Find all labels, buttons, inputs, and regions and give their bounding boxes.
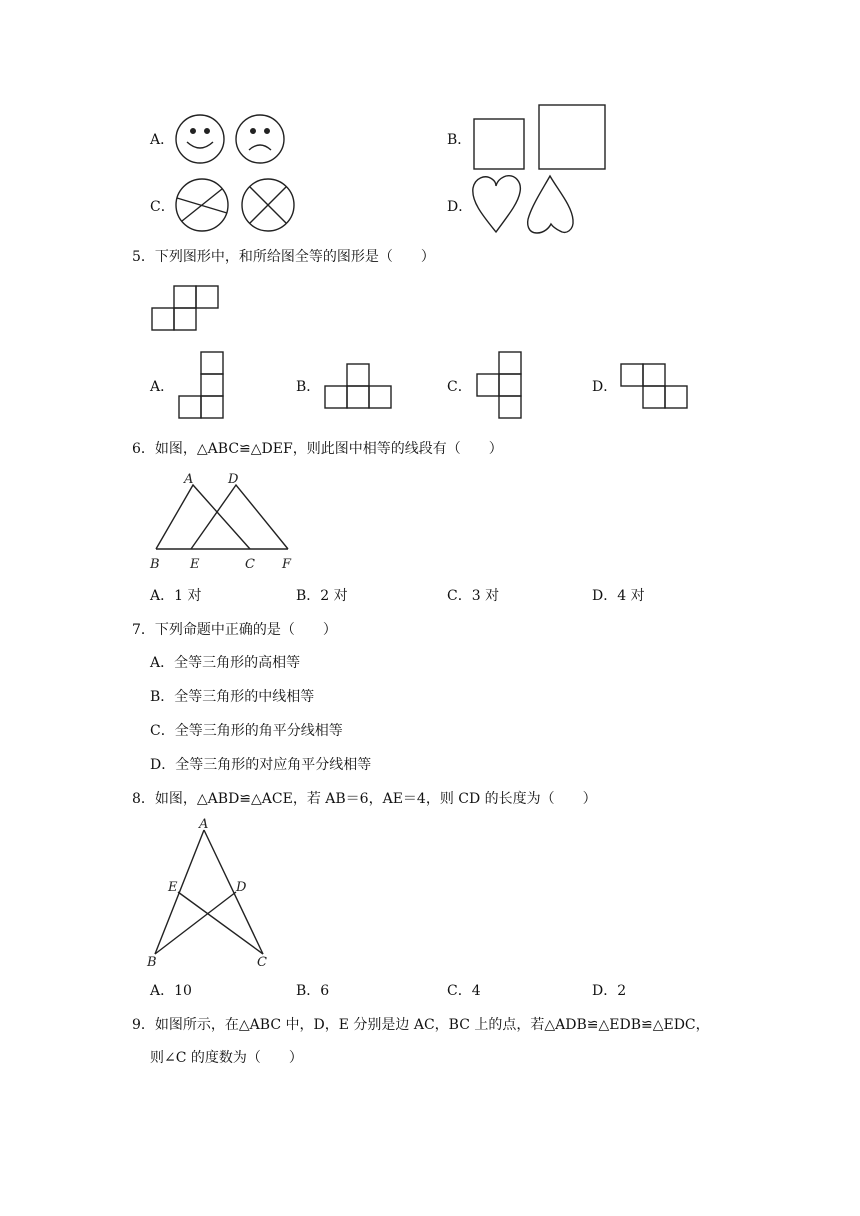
q6-option-d: D．4 对 <box>592 588 645 604</box>
q7-option-b: B．全等三角形的中线相等 <box>150 689 315 705</box>
crossed-circle-left <box>176 179 228 231</box>
inverted-heart-icon <box>528 176 573 233</box>
q5-option-b-label: B． <box>296 379 321 395</box>
q8-point-e: E <box>168 880 178 895</box>
q8-triangle-figure <box>143 816 278 974</box>
q6-point-e: E <box>190 557 200 572</box>
large-square <box>539 105 605 169</box>
q5-option-a-label: A． <box>150 379 175 395</box>
heart-icon <box>473 176 521 232</box>
q5-given-figure <box>150 284 225 332</box>
q6-point-f: F <box>282 557 292 572</box>
q9-stem-line2: 则∠C 的度数为（ ） <box>150 1050 303 1066</box>
q5-option-d-figure <box>618 362 692 412</box>
q6-point-c: C <box>245 557 255 572</box>
sad-face-icon <box>236 115 284 163</box>
q4-option-c-label: C． <box>150 199 175 215</box>
q6-option-c: C．3 对 <box>447 588 500 604</box>
q4-option-a-label: A． <box>150 132 175 148</box>
q8-point-d: D <box>236 880 247 895</box>
q7-option-d: D．全等三角形的对应角平分线相等 <box>150 757 372 773</box>
q8-point-a: A <box>199 817 209 832</box>
smiley-face-icon <box>176 115 224 163</box>
q8-stem: 8．如图，△ABD≌△ACE，若 AB＝6，AE＝4，则 CD 的长度为（ ） <box>132 791 597 807</box>
q4-option-d-label: D． <box>447 199 473 215</box>
q9-stem-line1: 9．如图所示，在△ABC 中，D，E 分别是边 AC，BC 上的点，若△ADB≌△EDB≌△EDC， <box>132 1017 710 1033</box>
q6-point-d: D <box>228 472 239 487</box>
q4-option-b-label: B． <box>447 132 472 148</box>
q5-stem: 5．下列图形中，和所给图全等的图形是（ ） <box>132 249 435 265</box>
crossed-circle-right <box>242 179 294 231</box>
q5-option-a-figure <box>176 350 228 422</box>
q7-option-a: A．全等三角形的高相等 <box>150 655 301 671</box>
q4-option-d-figure <box>470 172 580 238</box>
q5-option-c-figure <box>474 350 526 424</box>
q6-option-a: A．1 对 <box>150 588 202 604</box>
q6-triangle-figure <box>148 470 298 575</box>
q5-option-b-figure <box>322 362 396 412</box>
q8-option-d: D．2 <box>592 983 627 999</box>
q6-point-a: A <box>184 472 194 487</box>
small-square <box>474 119 524 169</box>
q7-stem: 7．下列命题中正确的是（ ） <box>132 622 337 638</box>
q6-point-b: B <box>150 557 160 572</box>
q4-option-b-figure <box>473 104 613 174</box>
q8-point-b: B <box>147 955 157 970</box>
q8-point-c: C <box>257 955 267 970</box>
q8-option-c: C．4 <box>447 983 481 999</box>
q6-stem: 6．如图，△ABC≌△DEF，则此图中相等的线段有（ ） <box>132 441 503 457</box>
q5-option-c-label: C． <box>447 379 472 395</box>
q7-option-c: C．全等三角形的角平分线相等 <box>150 723 343 739</box>
q6-option-b: B．2 对 <box>296 588 348 604</box>
q8-option-b: B．6 <box>296 983 330 999</box>
q4-option-c-figure <box>174 178 299 234</box>
q8-option-a: A．10 <box>150 983 192 999</box>
q5-option-d-label: D． <box>592 379 618 395</box>
q4-option-a-figure <box>174 112 289 166</box>
